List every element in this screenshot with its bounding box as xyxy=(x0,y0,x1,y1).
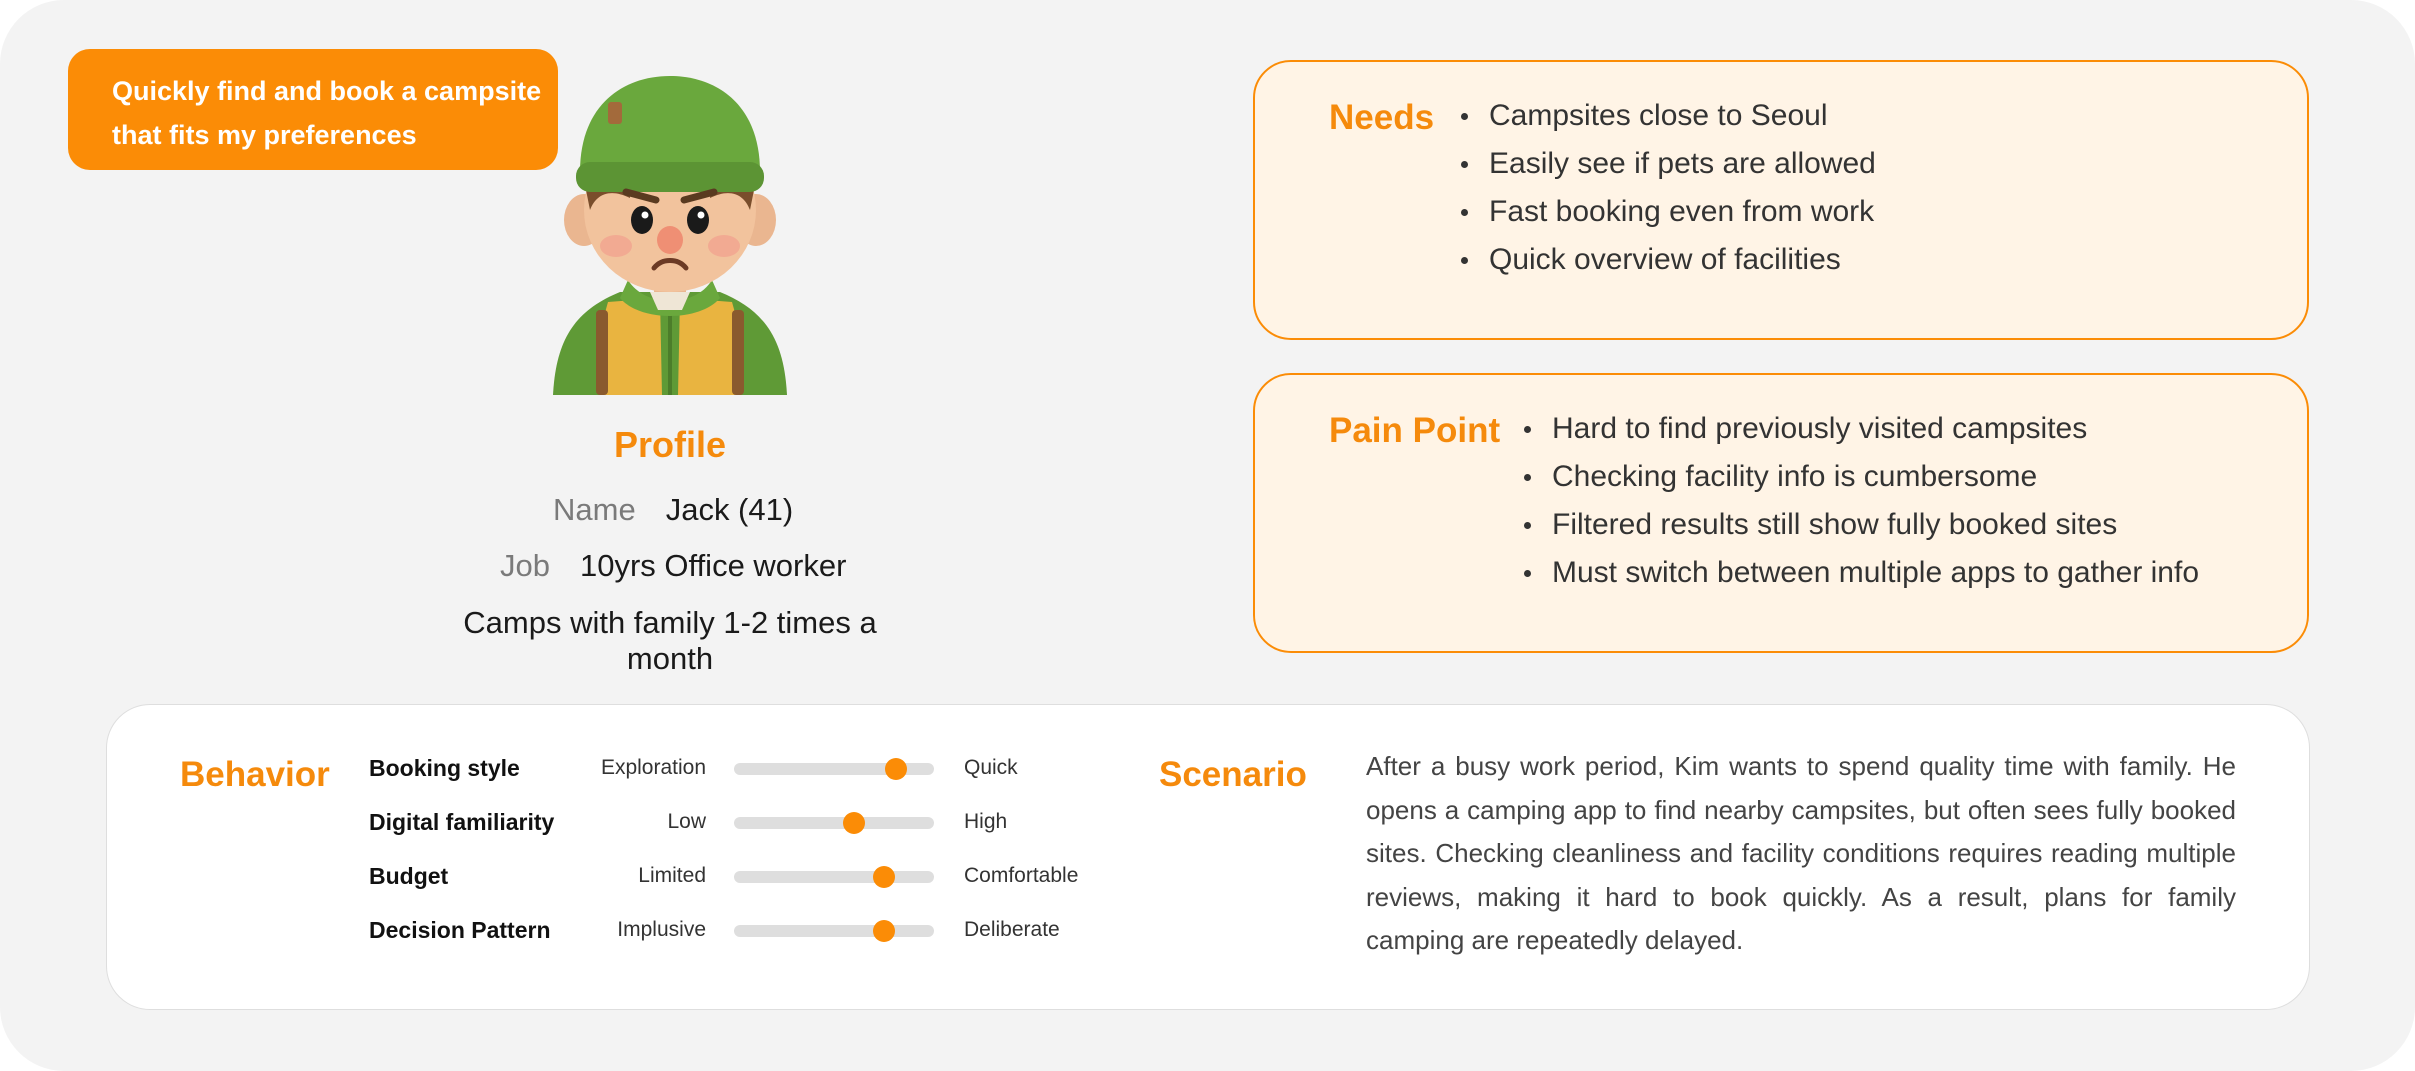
needs-card xyxy=(1253,60,2309,340)
pain-point-list xyxy=(1524,405,2199,597)
behavior-row-digital-familiarity xyxy=(107,802,1107,842)
behavior-left-label: Implusive xyxy=(617,918,706,941)
scenario-title: Scenario xyxy=(1159,755,1307,794)
goal-text-line-2: that fits my preferences xyxy=(112,120,417,150)
needs-item: Quick overview of facilities xyxy=(1461,236,1876,284)
behavior-title: Behavior xyxy=(180,755,330,794)
pain-point-item: Hard to find previously visited campsites xyxy=(1524,405,2199,453)
needs-item: Campsites close to Seoul xyxy=(1461,92,1876,140)
profile-note: Camps with family 1-2 times a month xyxy=(463,605,877,676)
needs-title: Needs xyxy=(1329,98,1435,137)
job-value: 10yrs Office worker xyxy=(579,548,847,583)
behavior-label: Decision Pattern xyxy=(369,917,551,943)
behavior-row-budget xyxy=(107,856,1107,896)
behavior-slider-knob xyxy=(873,866,895,888)
name-label: Name xyxy=(553,492,636,527)
behavior-slider-track xyxy=(734,925,934,937)
scenario-text: After a busy work period, Kim wants to spend quality time with family. He opens a camping app to find nearby campsites, but often sees fully booked sites. Checking cleanliness and facility conditions requires reading multiple reviews, making it hard to book quickly. As a result, plans for family camping are repeatedly delayed. xyxy=(1366,751,2236,955)
behavior-slider-knob xyxy=(873,920,895,942)
job-label: Job xyxy=(500,548,550,583)
goal-text-line-1: Quickly find and book a campsite xyxy=(112,76,542,106)
goal-speech-bubble xyxy=(68,49,558,170)
pain-point-title: Pain Point xyxy=(1329,411,1501,450)
pain-point-card xyxy=(1253,373,2309,653)
behavior-slider-knob xyxy=(843,812,865,834)
behavior-right-label: Comfortable xyxy=(964,864,1079,887)
behavior-scenario-panel xyxy=(106,704,2310,1010)
behavior-label: Booking style xyxy=(369,755,520,781)
behavior-slider-track xyxy=(734,763,934,775)
behavior-right-label: Quick xyxy=(964,756,1018,779)
pain-point-item: Filtered results still show fully booked sites xyxy=(1524,501,2199,549)
profile-title: Profile xyxy=(613,424,727,465)
behavior-right-label: High xyxy=(964,810,1008,833)
profile-job-row xyxy=(500,548,846,584)
behavior-left-label: Limited xyxy=(638,864,706,887)
needs-list xyxy=(1461,92,1876,284)
behavior-slider-track xyxy=(734,871,934,883)
name-value: Jack (41) xyxy=(665,492,794,527)
behavior-label: Digital familiarity xyxy=(369,809,555,835)
behavior-slider-knob xyxy=(885,758,907,780)
behavior-label: Budget xyxy=(369,863,449,889)
behavior-slider-track xyxy=(734,817,934,829)
behavior-left-label: Exploration xyxy=(600,756,706,779)
pain-point-item: Checking facility info is cumbersome xyxy=(1524,453,2199,501)
pain-point-item: Must switch between multiple apps to gather info xyxy=(1524,549,2199,597)
profile-name-row xyxy=(553,492,793,528)
needs-item: Fast booking even from work xyxy=(1461,188,1876,236)
behavior-right-label: Deliberate xyxy=(964,918,1060,941)
behavior-left-label: Low xyxy=(667,810,706,833)
needs-item: Easily see if pets are allowed xyxy=(1461,140,1876,188)
camper-avatar-icon xyxy=(550,70,790,395)
behavior-row-decision-pattern xyxy=(107,910,1107,950)
behavior-row-booking-style xyxy=(107,748,1107,788)
